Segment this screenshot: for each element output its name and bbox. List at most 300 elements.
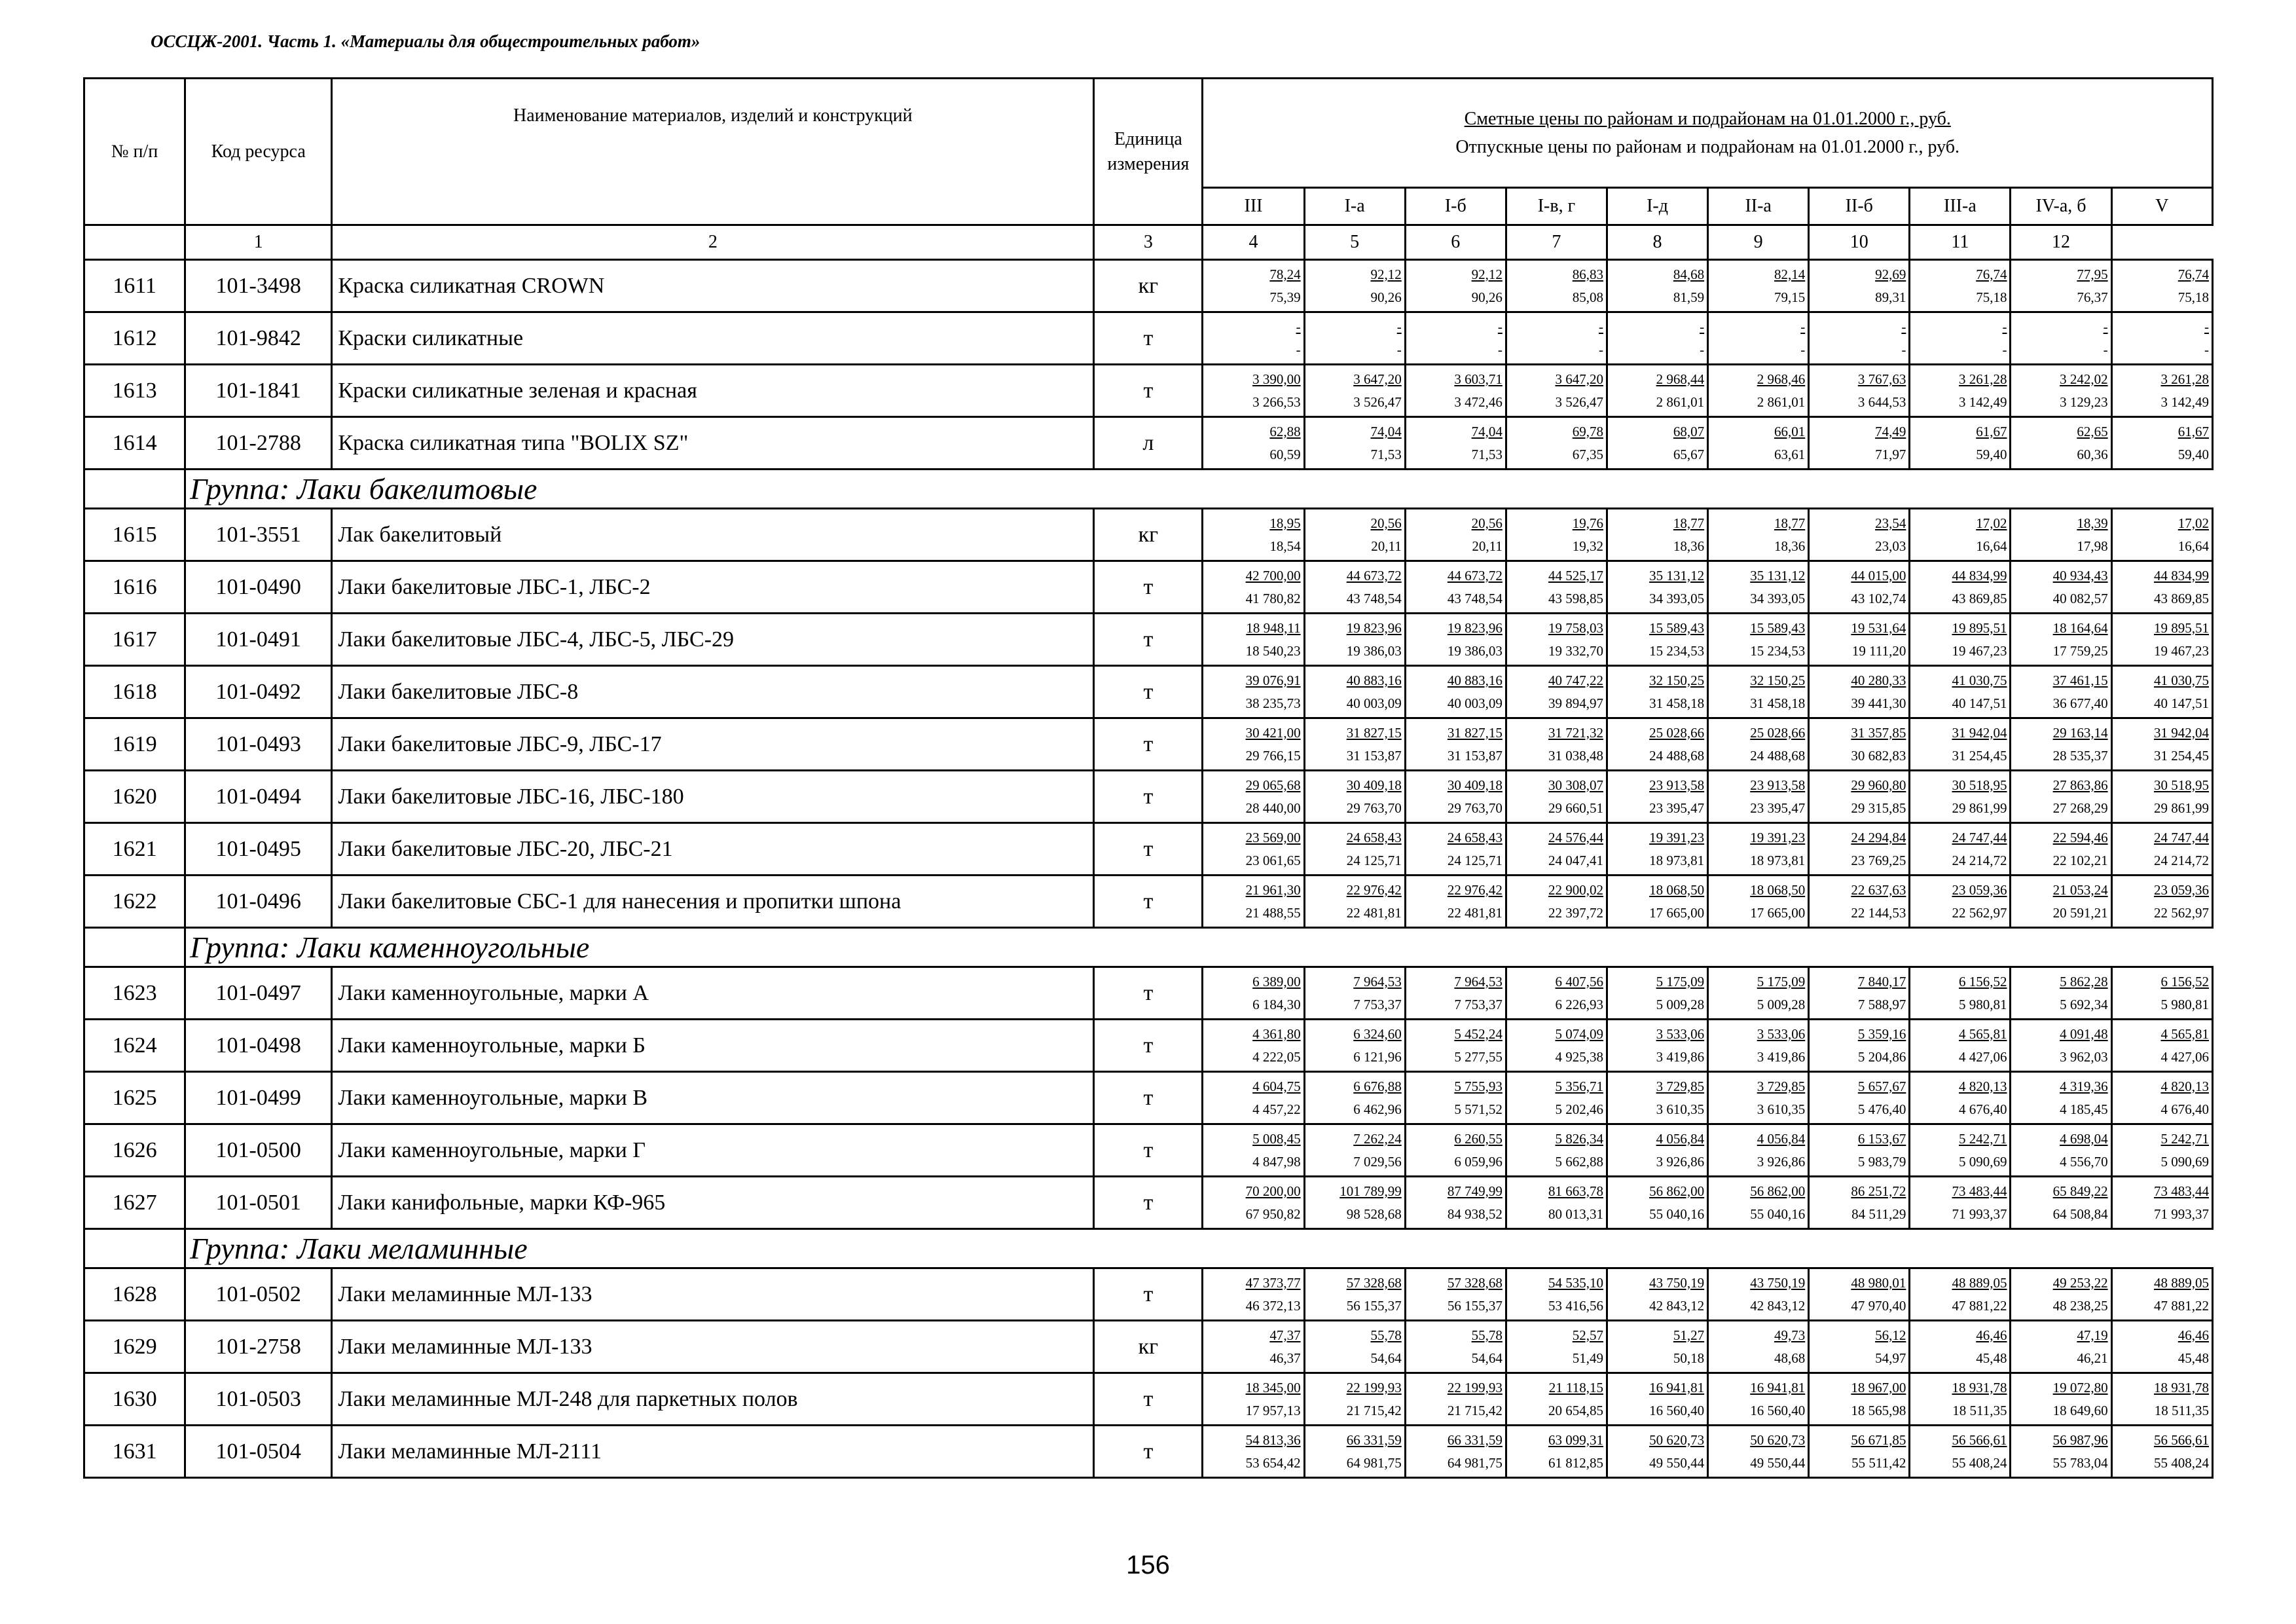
row-number: 1614 — [84, 417, 185, 470]
resource-code: 101-0497 — [185, 967, 332, 1020]
release-price: 49 550,44 — [1649, 1454, 1705, 1471]
price-cell — [1203, 1321, 1304, 1373]
price-cell — [1506, 1020, 1607, 1072]
table-body — [84, 260, 2213, 1478]
release-price: 16,64 — [2178, 538, 2209, 554]
release-price: 43 102,74 — [1851, 590, 1906, 606]
release-price: 6 226,93 — [1555, 996, 1603, 1012]
release-price: 75,39 — [1269, 289, 1301, 305]
column-number: 11 — [1910, 225, 2011, 260]
estimate-price: 31 827,15 — [1346, 724, 1402, 741]
resource-code: 101-0490 — [185, 561, 332, 614]
table-row — [84, 509, 2213, 561]
price-cell — [1910, 967, 2011, 1020]
estimate-price: 62,65 — [2077, 423, 2108, 439]
resource-code: 101-0496 — [185, 876, 332, 928]
release-price: 29 763,70 — [1346, 800, 1402, 816]
release-price: 19 332,70 — [1548, 642, 1603, 659]
price-cell — [1708, 1373, 1809, 1426]
price-cell — [1910, 365, 2011, 417]
release-price: 3 644,53 — [1857, 394, 1906, 410]
release-price: 17,98 — [2077, 538, 2108, 554]
release-price: 28 440,00 — [1245, 800, 1301, 816]
estimate-price: 35 131,12 — [1649, 567, 1705, 583]
release-price: 41 780,82 — [1245, 590, 1301, 606]
estimate-price: 23 913,58 — [1649, 777, 1705, 793]
release-price: 34 393,05 — [1649, 590, 1705, 606]
release-price: 60,36 — [2077, 446, 2108, 462]
unit: т — [1094, 1268, 1203, 1321]
price-cell — [1506, 312, 1607, 365]
estimate-price: 32 150,25 — [1750, 672, 1806, 688]
release-price: 16,64 — [1976, 538, 2007, 554]
header-name: Наименование материалов, изделий и конструкций — [332, 79, 1094, 225]
estimate-price: 5 242,71 — [2160, 1130, 2209, 1147]
estimate-price: 41 030,75 — [2154, 672, 2209, 688]
estimate-price: 44 525,17 — [1548, 567, 1603, 583]
row-number: 1611 — [84, 260, 185, 312]
release-price: 5 980,81 — [1958, 996, 2007, 1012]
estimate-price: 37 461,15 — [2052, 672, 2108, 688]
estimate-price: 76,74 — [1976, 266, 2007, 282]
estimate-price: 62,88 — [1269, 423, 1301, 439]
release-price: 3 526,47 — [1555, 394, 1603, 410]
price-cell — [1607, 614, 1707, 666]
release-price: 21 715,42 — [1447, 1402, 1503, 1418]
estimate-price: 25 028,66 — [1649, 724, 1705, 741]
table-row — [84, 666, 2213, 718]
estimate-price: 56 987,96 — [2052, 1431, 2108, 1448]
release-price: 16 560,40 — [1649, 1402, 1705, 1418]
price-cell — [2011, 1020, 2111, 1072]
column-number: 6 — [1405, 225, 1506, 260]
estimate-price: 77,95 — [2077, 266, 2108, 282]
release-price: 18 973,81 — [1649, 852, 1705, 868]
estimate-price: - — [1598, 318, 1603, 335]
release-price: 6 184,30 — [1252, 996, 1301, 1012]
price-cell — [1203, 666, 1304, 718]
unit: кг — [1094, 260, 1203, 312]
header-region: IV-а, б — [2011, 188, 2111, 225]
price-cell — [1506, 614, 1607, 666]
release-price: 47 881,22 — [2154, 1297, 2209, 1314]
header-region: III — [1203, 188, 1304, 225]
price-cell — [1809, 1321, 1910, 1373]
price-cell — [1809, 561, 1910, 614]
column-number: 8 — [1607, 225, 1707, 260]
price-cell — [1910, 718, 2011, 771]
price-cell — [1910, 876, 2011, 928]
estimate-price: 92,69 — [1875, 266, 1906, 282]
unit: т — [1094, 1072, 1203, 1124]
estimate-price: 51,27 — [1673, 1327, 1705, 1343]
price-cell — [1607, 771, 1707, 823]
estimate-price: 56 566,61 — [1952, 1431, 2007, 1448]
estimate-price: 5 175,09 — [1757, 973, 1806, 989]
table-row — [84, 718, 2213, 771]
estimate-price: 22 594,46 — [2052, 829, 2108, 845]
estimate-price: 49,73 — [1774, 1327, 1806, 1343]
price-cell — [1203, 1373, 1304, 1426]
estimate-price: 3 261,28 — [2160, 371, 2209, 387]
estimate-price: 76,74 — [2178, 266, 2209, 282]
estimate-price: 19 531,64 — [1851, 619, 1906, 636]
estimate-price: 19 758,03 — [1548, 619, 1603, 636]
price-cell — [1203, 1124, 1304, 1177]
estimate-price: 18 948,11 — [1246, 619, 1301, 636]
unit: т — [1094, 1177, 1203, 1229]
estimate-price: 92,12 — [1370, 266, 1402, 282]
price-cell — [1910, 1020, 2011, 1072]
column-number: 10 — [1809, 225, 1910, 260]
row-number: 1624 — [84, 1020, 185, 1072]
resource-code: 101-3551 — [185, 509, 332, 561]
release-price: 4 427,06 — [1958, 1048, 2007, 1065]
table-row — [84, 876, 2213, 928]
estimate-price: 22 900,02 — [1548, 881, 1603, 898]
table-row — [84, 1020, 2213, 1072]
price-cell — [1708, 509, 1809, 561]
release-price: 23 769,25 — [1851, 852, 1906, 868]
estimate-price: 21 961,30 — [1245, 881, 1301, 898]
release-price: 4 222,05 — [1252, 1048, 1301, 1065]
release-price: 34 393,05 — [1750, 590, 1806, 606]
estimate-price: 29 960,80 — [1851, 777, 1906, 793]
estimate-price: 78,24 — [1269, 266, 1301, 282]
estimate-price: 46,46 — [1976, 1327, 2007, 1343]
material-name: Лаки меламинные МЛ-133 — [332, 1321, 1094, 1373]
price-cell — [1405, 509, 1506, 561]
table-row — [84, 1373, 2213, 1426]
release-price: - — [1901, 341, 1906, 358]
unit: т — [1094, 1020, 1203, 1072]
release-price: 71,53 — [1471, 446, 1503, 462]
price-cell — [1506, 1373, 1607, 1426]
estimate-price: 7 964,53 — [1454, 973, 1503, 989]
price-cell — [1607, 666, 1707, 718]
release-price: 20,11 — [1472, 538, 1503, 554]
estimate-price: 19 823,96 — [1447, 619, 1503, 636]
release-price: 7 753,37 — [1454, 996, 1503, 1012]
estimate-price: 4 565,81 — [2160, 1025, 2209, 1042]
estimate-price: 5 175,09 — [1656, 973, 1705, 989]
estimate-price: 30 409,18 — [1346, 777, 1402, 793]
price-cell — [1809, 823, 1910, 876]
estimate-price: 66,01 — [1774, 423, 1806, 439]
estimate-price: 61,67 — [2178, 423, 2209, 439]
material-name: Лаки бакелитовые ЛБС-4, ЛБС-5, ЛБС-29 — [332, 614, 1094, 666]
price-cell — [1809, 876, 1910, 928]
release-price: 27 268,29 — [2052, 800, 2108, 816]
estimate-price: 31 357,85 — [1851, 724, 1906, 741]
estimate-price: 23 913,58 — [1750, 777, 1806, 793]
resource-code: 101-0500 — [185, 1124, 332, 1177]
price-cell — [1708, 1124, 1809, 1177]
group-blank-cell — [84, 1229, 185, 1268]
release-price: 3 926,86 — [1757, 1153, 1806, 1170]
price-cell — [1708, 312, 1809, 365]
release-price: 80 013,31 — [1548, 1206, 1603, 1222]
price-cell — [2111, 614, 2212, 666]
estimate-price: 54 813,36 — [1245, 1431, 1301, 1448]
release-price: 71,53 — [1370, 446, 1402, 462]
release-price: 6 059,96 — [1454, 1153, 1503, 1170]
estimate-price: 81 663,78 — [1548, 1183, 1603, 1199]
price-cell — [1607, 312, 1707, 365]
release-price: 4 925,38 — [1555, 1048, 1603, 1065]
estimate-price: 31 942,04 — [1952, 724, 2007, 741]
header-release-title: Отпускные цены по районам и подрайонам на 01.01.2000 г., руб. — [1455, 137, 1960, 157]
price-cell — [1405, 1072, 1506, 1124]
release-price: 6 462,96 — [1353, 1101, 1402, 1117]
price-cell — [1809, 509, 1910, 561]
price-cell — [2011, 771, 2111, 823]
row-number: 1615 — [84, 509, 185, 561]
unit: т — [1094, 561, 1203, 614]
release-price: 79,15 — [1774, 289, 1806, 305]
estimate-price: 5 657,67 — [1857, 1078, 1906, 1094]
table-row — [84, 1321, 2213, 1373]
price-cell — [1506, 509, 1607, 561]
release-price: 4 847,98 — [1252, 1153, 1301, 1170]
release-price: 23,03 — [1875, 538, 1906, 554]
estimate-price: 2 968,44 — [1656, 371, 1705, 387]
row-number: 1629 — [84, 1321, 185, 1373]
release-price: 18 565,98 — [1851, 1402, 1906, 1418]
price-cell — [1203, 876, 1304, 928]
estimate-price: 3 647,20 — [1353, 371, 1402, 387]
release-price: 31 153,87 — [1346, 747, 1402, 764]
estimate-price: 4 604,75 — [1252, 1078, 1301, 1094]
release-price: 18 540,23 — [1245, 642, 1301, 659]
estimate-price: 48 889,05 — [2154, 1274, 2209, 1291]
estimate-price: 40 280,33 — [1851, 672, 1906, 688]
estimate-price: 86 251,72 — [1851, 1183, 1906, 1199]
price-cell — [1304, 561, 1405, 614]
estimate-price: 4 056,84 — [1757, 1130, 1806, 1147]
estimate-price: 15 589,43 — [1750, 619, 1806, 636]
estimate-price: 17,02 — [1976, 515, 2007, 531]
estimate-price: 19 823,96 — [1346, 619, 1402, 636]
release-price: 75,18 — [1976, 289, 2007, 305]
estimate-price: 30 421,00 — [1245, 724, 1301, 741]
estimate-price: 24 747,44 — [2154, 829, 2209, 845]
material-name: Лаки каменноугольные, марки А — [332, 967, 1094, 1020]
release-price: 31 254,45 — [2154, 747, 2209, 764]
release-price: 22 102,21 — [2052, 852, 2108, 868]
release-price: 18,36 — [1673, 538, 1705, 554]
price-cell — [1405, 1321, 1506, 1373]
release-price: 3 419,86 — [1656, 1048, 1705, 1065]
price-cell — [2011, 876, 2111, 928]
price-cell — [1910, 260, 2011, 312]
release-price: 19 467,23 — [2154, 642, 2209, 659]
price-cell — [1203, 260, 1304, 312]
estimate-price: 4 698,04 — [2060, 1130, 2108, 1147]
release-price: 18 649,60 — [2052, 1402, 2108, 1418]
estimate-price: 25 028,66 — [1750, 724, 1806, 741]
price-cell — [1809, 1124, 1910, 1177]
estimate-price: 63 099,31 — [1548, 1431, 1603, 1448]
price-cell — [1708, 1321, 1809, 1373]
estimate-price: 3 647,20 — [1555, 371, 1603, 387]
resource-code: 101-0493 — [185, 718, 332, 771]
price-cell — [1304, 509, 1405, 561]
estimate-price: 56 862,00 — [1649, 1183, 1705, 1199]
price-cell — [1203, 1072, 1304, 1124]
price-cell — [1506, 260, 1607, 312]
price-cell — [1607, 1268, 1707, 1321]
estimate-price: 47 373,77 — [1245, 1274, 1301, 1291]
estimate-price: 74,04 — [1370, 423, 1402, 439]
release-price: 3 962,03 — [2060, 1048, 2108, 1065]
estimate-price: 22 199,93 — [1447, 1379, 1503, 1395]
estimate-price: 4 319,36 — [2060, 1078, 2108, 1094]
release-price: 17 665,00 — [1750, 904, 1806, 921]
estimate-price: - — [1800, 318, 1806, 335]
estimate-price: - — [1396, 318, 1402, 335]
estimate-price: 18 164,64 — [2052, 619, 2108, 636]
estimate-price: 29 065,68 — [1245, 777, 1301, 793]
estimate-price: 24 576,44 — [1548, 829, 1603, 845]
estimate-price: 35 131,12 — [1750, 567, 1806, 583]
release-price: 46 372,13 — [1245, 1297, 1301, 1314]
price-cell — [1910, 1321, 2011, 1373]
release-price: 19 386,03 — [1346, 642, 1402, 659]
price-cell — [1304, 823, 1405, 876]
price-cell — [2011, 312, 2111, 365]
price-cell — [1506, 876, 1607, 928]
release-price: 40 003,09 — [1346, 695, 1402, 711]
header-region: I-в, г — [1506, 188, 1607, 225]
price-cell — [1405, 614, 1506, 666]
estimate-price: 3 533,06 — [1757, 1025, 1806, 1042]
release-price: 22 562,97 — [2154, 904, 2209, 921]
price-cell — [1304, 365, 1405, 417]
price-cell — [2011, 260, 2111, 312]
header-region: V — [2111, 188, 2212, 225]
release-price: 54,97 — [1875, 1350, 1906, 1366]
release-price: 48,68 — [1774, 1350, 1806, 1366]
estimate-price: 17,02 — [2178, 515, 2209, 531]
release-price: 21 715,42 — [1346, 1402, 1402, 1418]
price-cell — [1203, 1177, 1304, 1229]
material-name: Лаки бакелитовые ЛБС-16, ЛБС-180 — [332, 771, 1094, 823]
price-cell — [1203, 771, 1304, 823]
estimate-price: 31 721,32 — [1548, 724, 1603, 741]
release-price: 23 061,65 — [1245, 852, 1301, 868]
table-row — [84, 1268, 2213, 1321]
price-cell — [1607, 509, 1707, 561]
release-price: 29 766,15 — [1245, 747, 1301, 764]
column-number: 3 — [1094, 225, 1203, 260]
estimate-price: 41 030,75 — [1952, 672, 2007, 688]
release-price: 98 528,68 — [1346, 1206, 1402, 1222]
price-table — [83, 77, 2214, 1479]
release-price: 5 983,79 — [1857, 1153, 1906, 1170]
row-number: 1618 — [84, 666, 185, 718]
estimate-price: 5 826,34 — [1555, 1130, 1603, 1147]
estimate-price: 69,78 — [1572, 423, 1603, 439]
price-cell — [2111, 509, 2212, 561]
release-price: 53 416,56 — [1548, 1297, 1603, 1314]
release-price: 24 488,68 — [1649, 747, 1705, 764]
price-cell — [2111, 771, 2212, 823]
resource-code: 101-0504 — [185, 1426, 332, 1478]
price-cell — [1708, 1426, 1809, 1478]
price-cell — [1203, 417, 1304, 470]
release-price: 3 129,23 — [2060, 394, 2108, 410]
release-price: 31 458,18 — [1649, 695, 1705, 711]
release-price: 59,40 — [1976, 446, 2007, 462]
price-cell — [1708, 823, 1809, 876]
group-blank-cell — [84, 470, 185, 509]
release-price: - — [1700, 341, 1705, 358]
price-cell — [1809, 1177, 1910, 1229]
resource-code: 101-9842 — [185, 312, 332, 365]
price-cell — [1304, 417, 1405, 470]
price-cell — [1304, 1072, 1405, 1124]
price-cell — [1506, 771, 1607, 823]
price-cell — [2111, 1426, 2212, 1478]
price-cell — [1203, 1426, 1304, 1478]
material-name: Краски силикатные зеленая и красная — [332, 365, 1094, 417]
release-price: 22 481,81 — [1346, 904, 1402, 921]
release-price: 89,31 — [1875, 289, 1906, 305]
estimate-price: 31 827,15 — [1447, 724, 1503, 741]
estimate-price: 7 964,53 — [1353, 973, 1402, 989]
table-row — [84, 365, 2213, 417]
unit: т — [1094, 1373, 1203, 1426]
price-cell — [2011, 509, 2111, 561]
unit: кг — [1094, 1321, 1203, 1373]
price-cell — [1203, 1020, 1304, 1072]
release-price: 39 441,30 — [1851, 695, 1906, 711]
price-cell — [2011, 1426, 2111, 1478]
estimate-price: 24 658,43 — [1346, 829, 1402, 845]
release-price: 38 235,73 — [1245, 695, 1301, 711]
estimate-price: 92,12 — [1471, 266, 1503, 282]
header-region: I-б — [1405, 188, 1506, 225]
header-region: I-а — [1304, 188, 1405, 225]
estimate-price: 18 931,78 — [2154, 1379, 2209, 1395]
price-cell — [2111, 1124, 2212, 1177]
release-price: 55 511,42 — [1851, 1454, 1906, 1471]
release-price: 17 759,25 — [2052, 642, 2108, 659]
estimate-price: - — [1901, 318, 1906, 335]
estimate-price: 30 308,07 — [1548, 777, 1603, 793]
estimate-price: 40 934,43 — [2052, 567, 2108, 583]
price-cell — [1405, 666, 1506, 718]
estimate-price: 65 849,22 — [2052, 1183, 2108, 1199]
release-price: 90,26 — [1471, 289, 1503, 305]
unit: л — [1094, 417, 1203, 470]
release-price: - — [2103, 341, 2108, 358]
price-cell — [2111, 876, 2212, 928]
estimate-price: 4 361,80 — [1252, 1025, 1301, 1042]
estimate-price: 29 163,14 — [2052, 724, 2108, 741]
price-cell — [1304, 1268, 1405, 1321]
release-price: 31 458,18 — [1750, 695, 1806, 711]
release-price: 17 665,00 — [1649, 904, 1705, 921]
estimate-price: 54 535,10 — [1548, 1274, 1603, 1291]
price-cell — [1708, 1268, 1809, 1321]
release-price: 5 202,46 — [1555, 1101, 1603, 1117]
estimate-price: 61,67 — [1976, 423, 2007, 439]
price-cell — [2011, 823, 2111, 876]
estimate-price: 6 153,67 — [1857, 1130, 1906, 1147]
price-cell — [1304, 771, 1405, 823]
